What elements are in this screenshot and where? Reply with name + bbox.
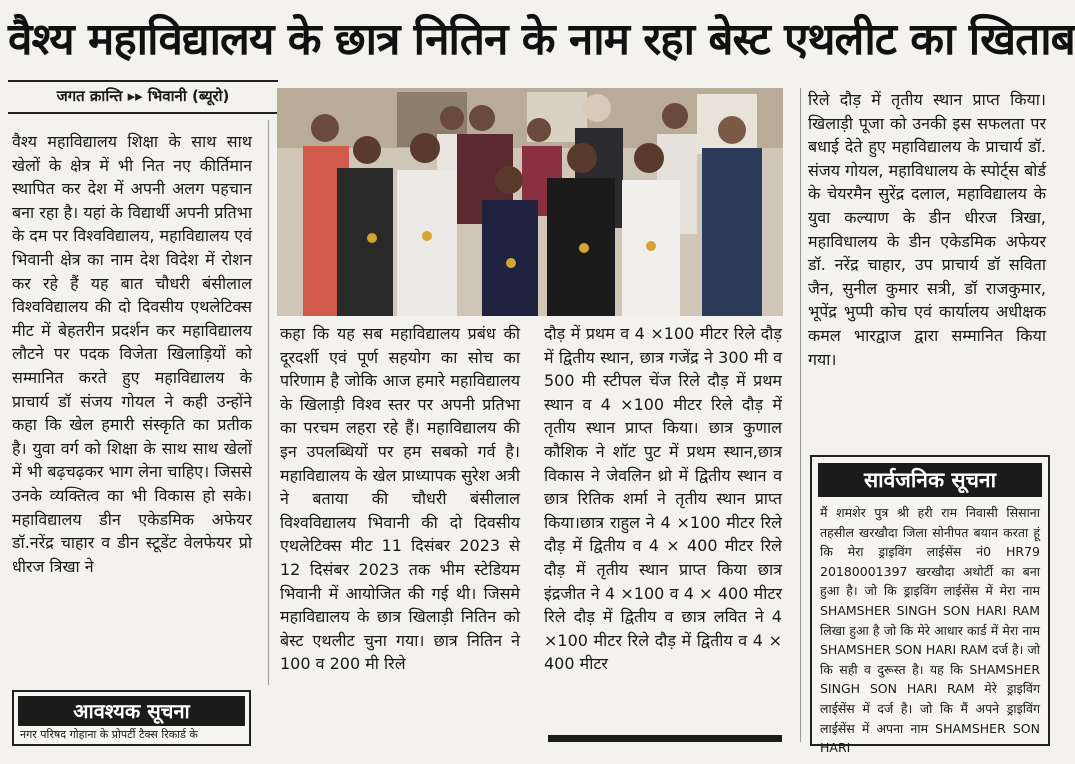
headline: वैश्य महाविद्यालय के छात्र नितिन के नाम रहा बेस्ट एथलीट का खिताब <box>8 14 1075 65</box>
column-divider <box>268 120 269 685</box>
group-photo-illustration <box>277 88 783 316</box>
notice-box <box>12 690 251 746</box>
next-ad-header-strip <box>548 735 782 742</box>
public-notice-title: सार्वजनिक सूचना <box>818 463 1042 497</box>
byline-rule-top <box>8 80 278 82</box>
byline-rule-bottom <box>8 112 278 114</box>
article-column-2: कहा कि यह सब महाविद्यालय प्रबंध की दूरदर्शी एवं पूर्ण सहयोग का सोच का परिणाम है जोकि आज हमारे महाविद्यालय के खिलाड़ी विश्व स्तर पर अपनी प्रतिभा का परचम लहरा रहे हैं। महाविद्यालय की इन उपलब्धियों पर हम सबको गर्व है। महाविद्यालय के खेल प्राध्यापक सुरेश अत्री ने बताया की चौधरी बंसीलाल विश्वविद्यालय भिवानी की दो दिवसीय एथलेटिक्स मीट 11 दिसंबर 2023 से 12 दिसंबर 2023 तक भीम स्टेडियम भिवानी में आयोजित की गई थी। जिसमे महाविद्यालय के छात्र खिलाड़ी नितिन को बेस्ट एथलीट चुना गया। छात्र नितिन ने 100 व 200 मी रिले <box>280 324 520 674</box>
notice-title: आवश्यक सूचना <box>18 696 245 726</box>
news-photo <box>277 88 783 316</box>
article-column-3: दौड़ में प्रथम व 4 ×100 मीटर रिले दौड़ में द्वितीय स्थान, छात्र गजेंद्र ने 300 मी व 500 मी स्टीपल चेंज रिले दौड़ में प्रथम स्थान व 4 ×100 मीटर रिले दौड़ में तृतीय स्थान प्राप्त किया। छात्र कुणाल कौशिक ने शॉट पुट में प्रथम स्थान,छात्र विकास ने जेवलिन थ्रो में द्वितीय स्थान व छात्र रितिक शर्मा ने तृतीय स्थान प्राप्त किया।छात्र राहुल ने 4 ×100 मीटर रिले दौड़ में द्वितीय व 4 × 400 मीटर रिले दौड़ में तृतीय स्थान प्राप्त किया छात्र इंद्रजीत ने 4 ×100 व 4 × 400 मीटर रिले दौड़ में द्वितीय व छात्र लवित ने 4 ×100 मीटर रिले दौड़ में द्वितीय व 4 × 400 मीटर <box>544 324 782 674</box>
byline: जगत क्रान्ति ▸▸ भिवानी (ब्यूरो) <box>56 87 230 105</box>
column-divider <box>800 88 801 742</box>
article-column-1: वैश्य महाविद्यालय शिक्षा के साथ साथ खेलों के क्षेत्र में भी नित नए कीर्तिमान स्थापित कर देश में अपनी अलग पहचान बना रहा है। यहां के विद्यार्थी अपनी प्रतिभा के दम पर विश्वविद्यालय, महाविद्यालय एवं भिवानी क्षेत्र का नाम देश विदेश में रोशन कर रहे हैं यह बात चौधरी बंसीलाल विश्वविद्यालय की दो दिवसीय एथलेटिक्स मीट में बेहतरीन प्रदर्शन कर महाविद्यालय लौटने पर पदक विजेता खिलाड़ियों को सम्मानित करते हुए महाविद्यालय के प्राचार्य डॉ संजय गोयल ने कही उन्होंने कहा कि खेल हमारी संस्कृति का प्रतीक है। युवा वर्ग को शिक्षा के साथ साथ खेलों में भी बढ़चढ़कर भाग लेना चाहिए। जिससे उनके व्यक्तित्व का भी विकास हो सके। महाविद्यालय डीन एकेडमिक अफेयर डॉ.नरेंद्र चाहार व डीन स्टूडेंट वेलफेयर प्रो धीरज त्रिखा ने <box>12 132 252 576</box>
public-notice-body: मैं शमशेर पुत्र श्री हरी राम निवासी सिसाना तहसील खरखौदा जिला सोनीपत बयान करता हूं कि मेरा ड्राइविंग लाईसेंस नं0 HR79 20180001397 खरखौदा अथोर्टी का बना हुआ है। जो कि ड्राइविंग लाईसेंस में मेरा नाम SHAMSHER SINGH SON HARI RAM लिखा हुआ है जो कि मेरे आधार कार्ड में मेरा नाम SHAMSHER SON HARI RAM दर्ज है। जो कि सही व दुरूस्त है। यह कि SHAMSHER SINGH SON HARI RAM मेरे ड्राइविंग लाईसेंस में दर्ज है। जो कि मैं अपने ड्राइविंग लाईसेंस में अपना नाम SHAMSHER SON HARI <box>820 505 1040 756</box>
public-notice-box <box>810 455 1050 756</box>
article-column-4: रिले दौड़ में तृतीय स्थान प्राप्त किया। खिलाड़ी पूजा को उनकी इस सफलता पर बधाई देते हुए महाविद्यालय के प्राचार्य डॉ. संजय गोयल, महाविधालय के स्पोर्ट्स बोर्ड के चेयरमैन सुरेंद्र दलाल, महाविद्यालय के युवा कल्याण के डीन धीरज त्रिखा, महाविधालय के डीन एकेडमिक अफेयर डॉ. नरेंद्र चाहार, उप प्राचार्य डॉ सविता जैन, सुनील कुमार सत्री, डॉ राजकुमार, भूपेंद्र भुप्पी कोच एवं कार्यालय अधीक्षक कमल भारद्वाज द्वारा सम्मानित किया गया। <box>808 90 1046 369</box>
notice-body: नगर परिषद गोहाना के प्रोपर्टी टैक्स रिकार्ड के <box>20 728 198 741</box>
